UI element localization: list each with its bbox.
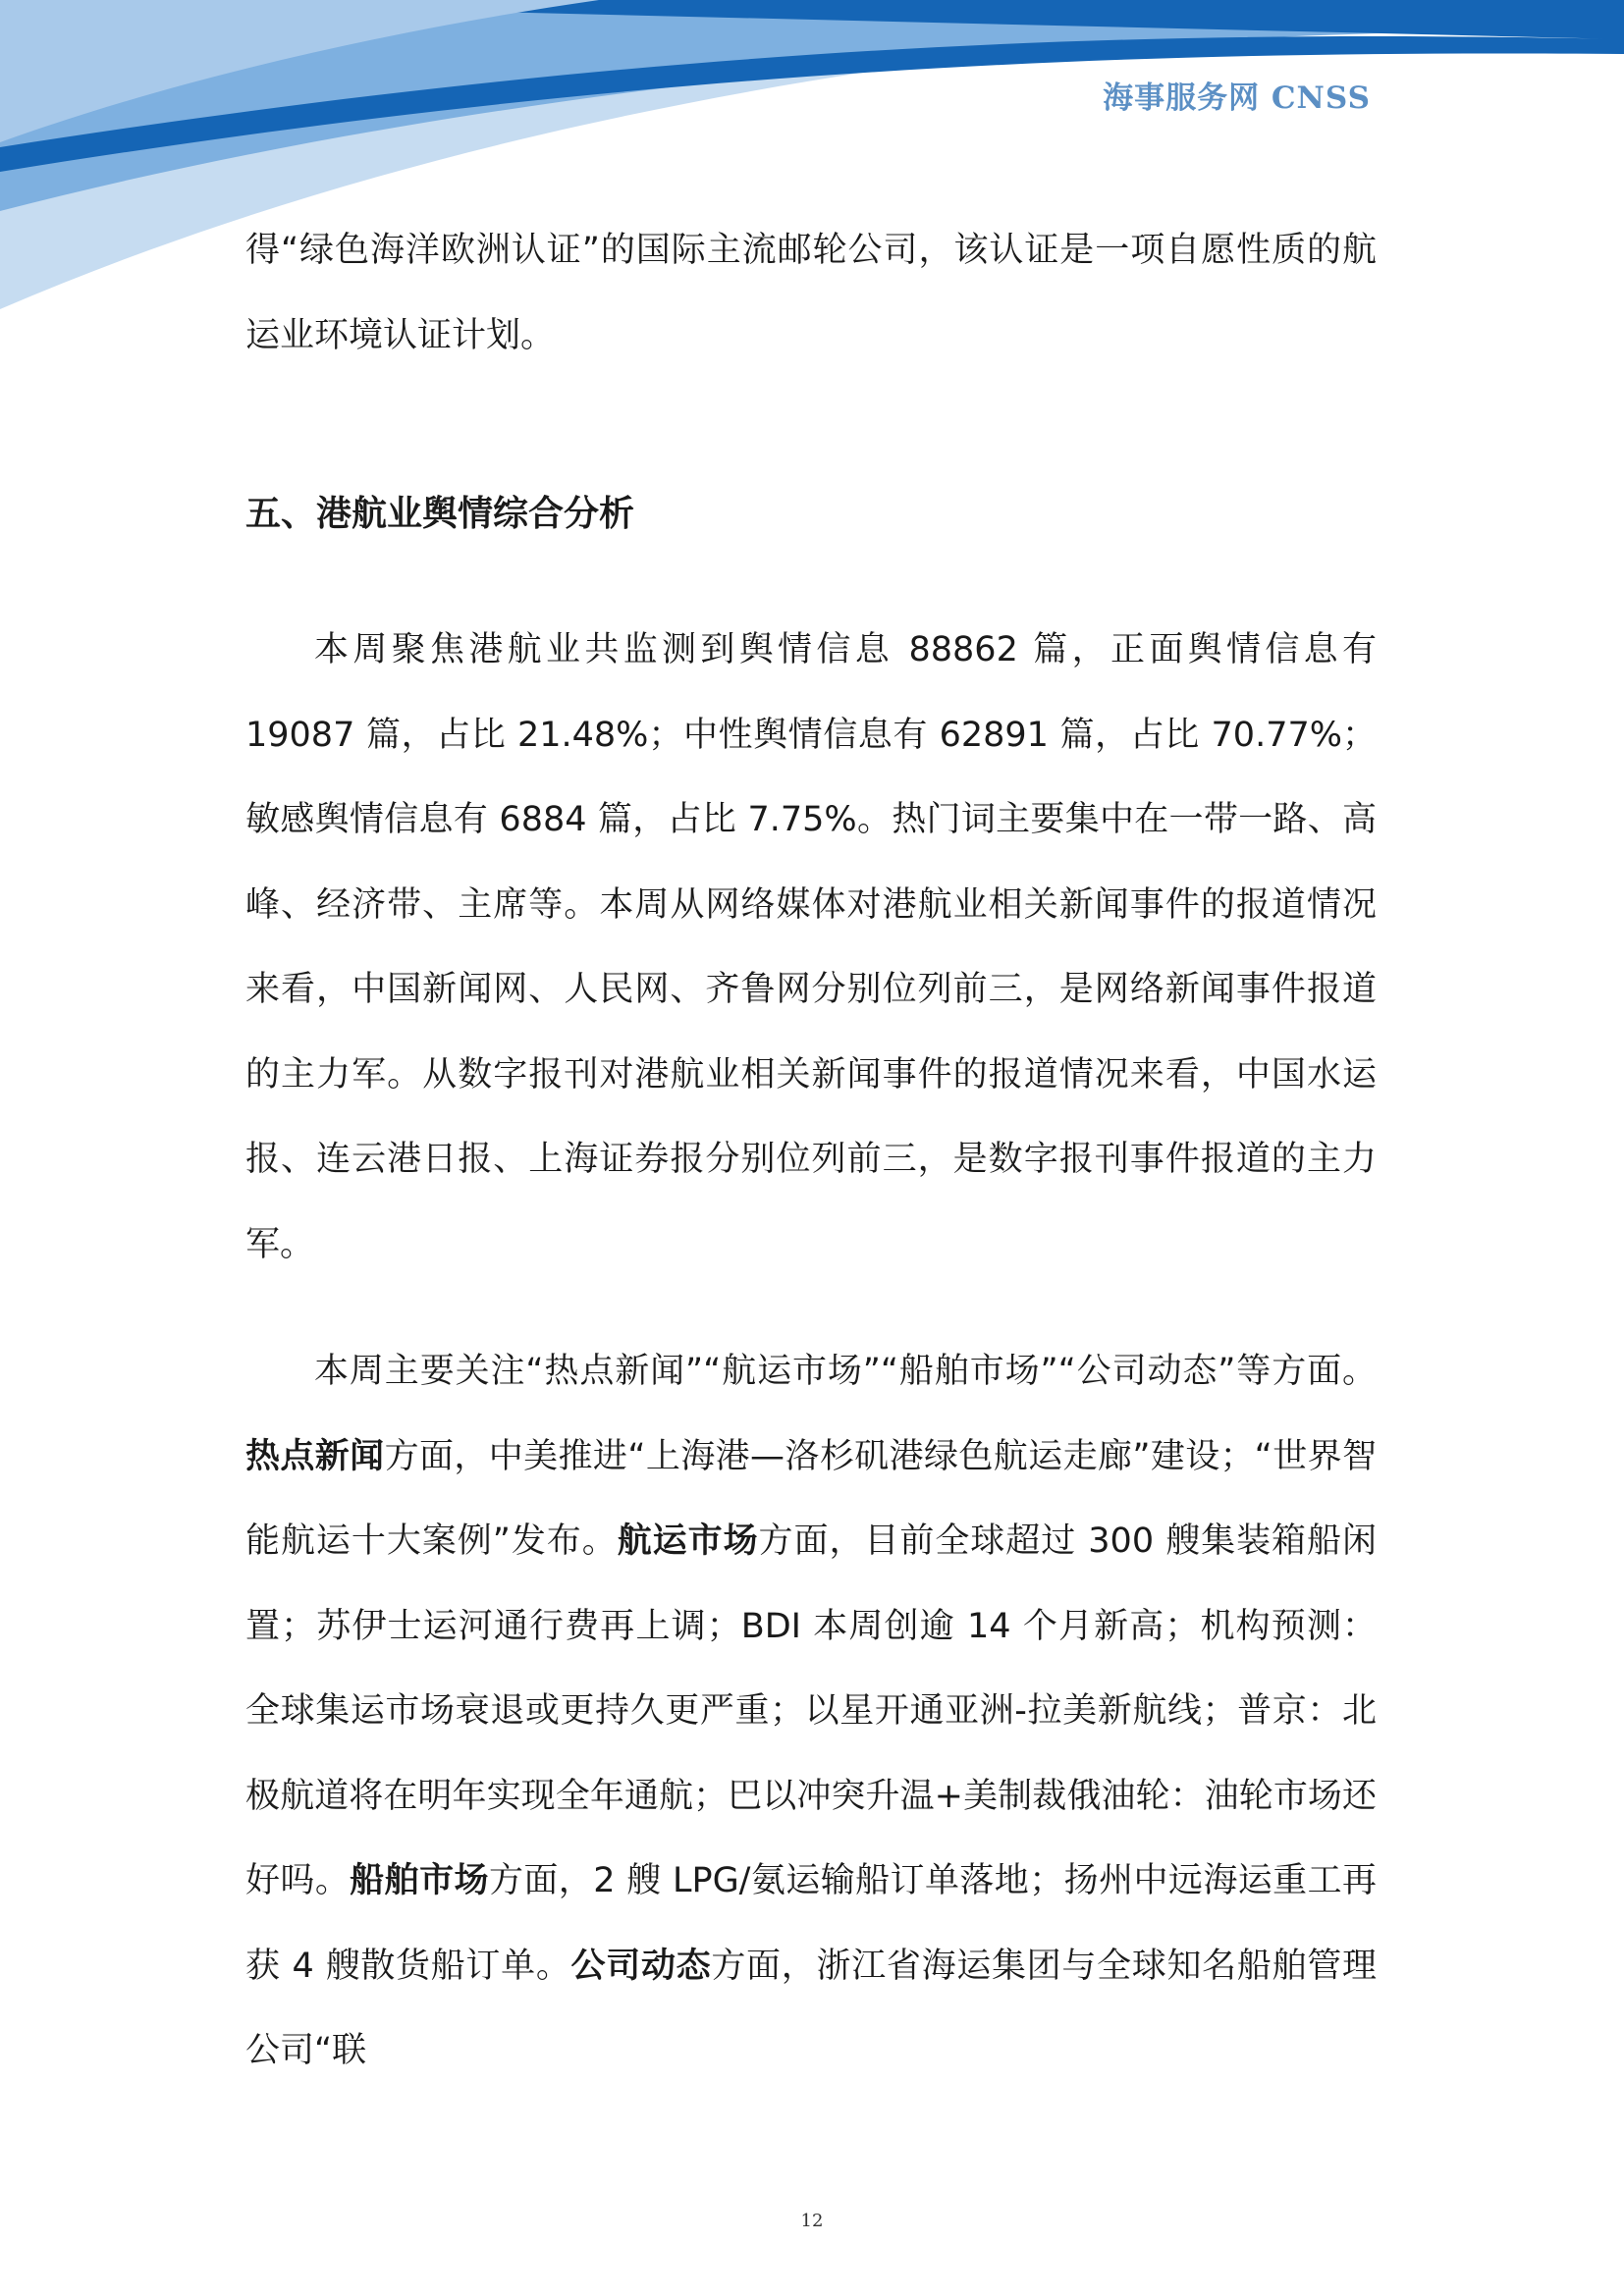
summary-paragraph: 本周聚焦港航业共监测到舆情信息 88862 篇，正面舆情信息有 19087 篇，占比 21.48%；中性舆情信息有 62891 篇，占比 70.77%；敏感舆情信息有 6884 篇，占比 7.75%。热门词主要集中在一带一路、高峰、经济带、主席等。本周从网络媒体对港航业相关新闻事件的报道情况来看，中国新闻网、人民网、齐鲁网分别位列前三，是网络新闻事件报道的主力军。从数字报刊对港航业相关新闻事件的报道情况来看，中国水运报、连云港日报、上海证券报分别位列前三，是数字报刊事件报道的主力军。 — [245, 630, 1377, 1264]
ship-market-label: 船舶市场 — [350, 1861, 489, 1900]
focus-intro-text: 本周主要关注“热点新闻”“航运市场”“船舶市场”“公司动态”等方面。 — [314, 1352, 1377, 1391]
shipping-market-text: 方面，目前全球超过 300 艘集装箱船闲置；苏伊士运河通行费再上调；BDI 本周创逾 14 个月新高；机构预测：全球集运市场衰退或更持久更严重；以星开通亚洲-拉美新航线；普京：北极航道将在明年实现全年通航；巴以冲突升温+美制裁俄油轮：油轮市场还好吗。 — [245, 1522, 1377, 1900]
ship-market-text: 方面，2 艘 LPG/氨运输船订单落地；扬州中远海运重工再获 4 艘散货船订单。 — [245, 1861, 1377, 1986]
page-number: 12 — [800, 2211, 824, 2231]
company-news-text: 方面，浙江省海运集团与全球知名船舶管理公司“联 — [245, 1946, 1377, 2070]
focus-paragraph — [245, 1329, 1377, 2094]
main-content — [245, 208, 1377, 2094]
continued-paragraph: 得“绿色海洋欧洲认证”的国际主流邮轮公司，该认证是一项自愿性质的航运业环境认证计划。 — [245, 231, 1377, 355]
brand-header-text: 海事服务网 CNSS — [1103, 80, 1371, 116]
hot-news-text: 方面，中美推进“上海港—洛杉矶港绿色航运走廊”建设；“世界智能航运十大案例”发布。 — [245, 1436, 1377, 1561]
company-news-label: 公司动态 — [570, 1946, 712, 1986]
hot-news-label: 热点新闻 — [245, 1436, 385, 1476]
section-heading: 五、港航业舆情综合分析 — [245, 494, 635, 534]
shipping-market-label: 航运市场 — [617, 1522, 759, 1561]
